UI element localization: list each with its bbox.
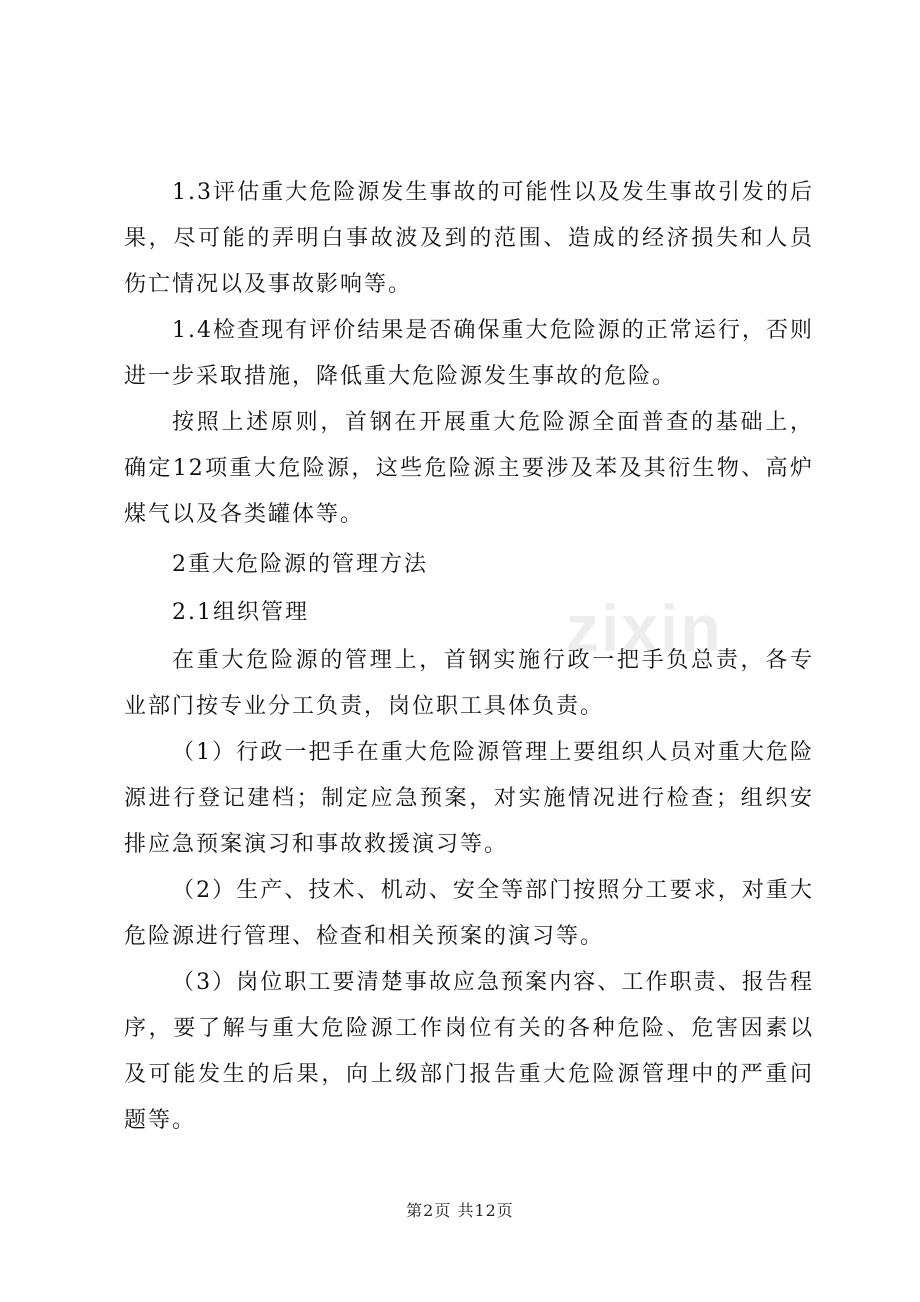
paragraph-1-3: 1.3评估重大危险源发生事故的可能性以及发生事故引发的后果，尽可能的弄明白事故波及到的范围、造成的经济损失和人员伤亡情况以及事故影响等。 [124,180,814,297]
document-body [124,170,814,1144]
paragraph-principles: 按照上述原则，首钢在开展重大危险源全面普查的基础上，确定12项重大危险源，这些危险源主要涉及苯及其衍生物、高炉煤气以及各类罐体等。 [124,410,814,527]
section-heading-2: 2重大危险源的管理方法 [172,552,428,577]
paragraph-item-1: （1）行政一把手在重大危险源管理上要组织人员对重大危险源进行登记建档；制定应急预案，对实施情况进行检查；组织安排应急预案演习和事故救援演习等。 [124,740,814,857]
paragraph-1-4: 1.4检查现有评价结果是否确保重大危险源的正常运行，否则进一步采取措施，降低重大危险源发生事故的危险。 [124,318,814,389]
paragraph-organization: 在重大危险源的管理上，首钢实施行政一把手负总责，各专业部门按专业分工负责，岗位职工具体负责。 [124,648,814,719]
paragraph-item-3: （3）岗位职工要清楚事故应急预案内容、工作职责、报告程序，要了解与重大危险源工作岗位有关的各种危险、危害因素以及可能发生的后果，向上级部门报告重大危险源管理中的严重问题等。 [124,970,814,1133]
section-heading-2-1: 2.1组织管理 [172,600,309,625]
watermark-logo: zixin [566,591,723,665]
paragraph-item-2: （2）生产、技术、机动、安全等部门按照分工要求，对重大危险源进行管理、检查和相关预案的演习等。 [124,878,814,949]
page-footer: 第2页 共12页 [406,1201,514,1220]
